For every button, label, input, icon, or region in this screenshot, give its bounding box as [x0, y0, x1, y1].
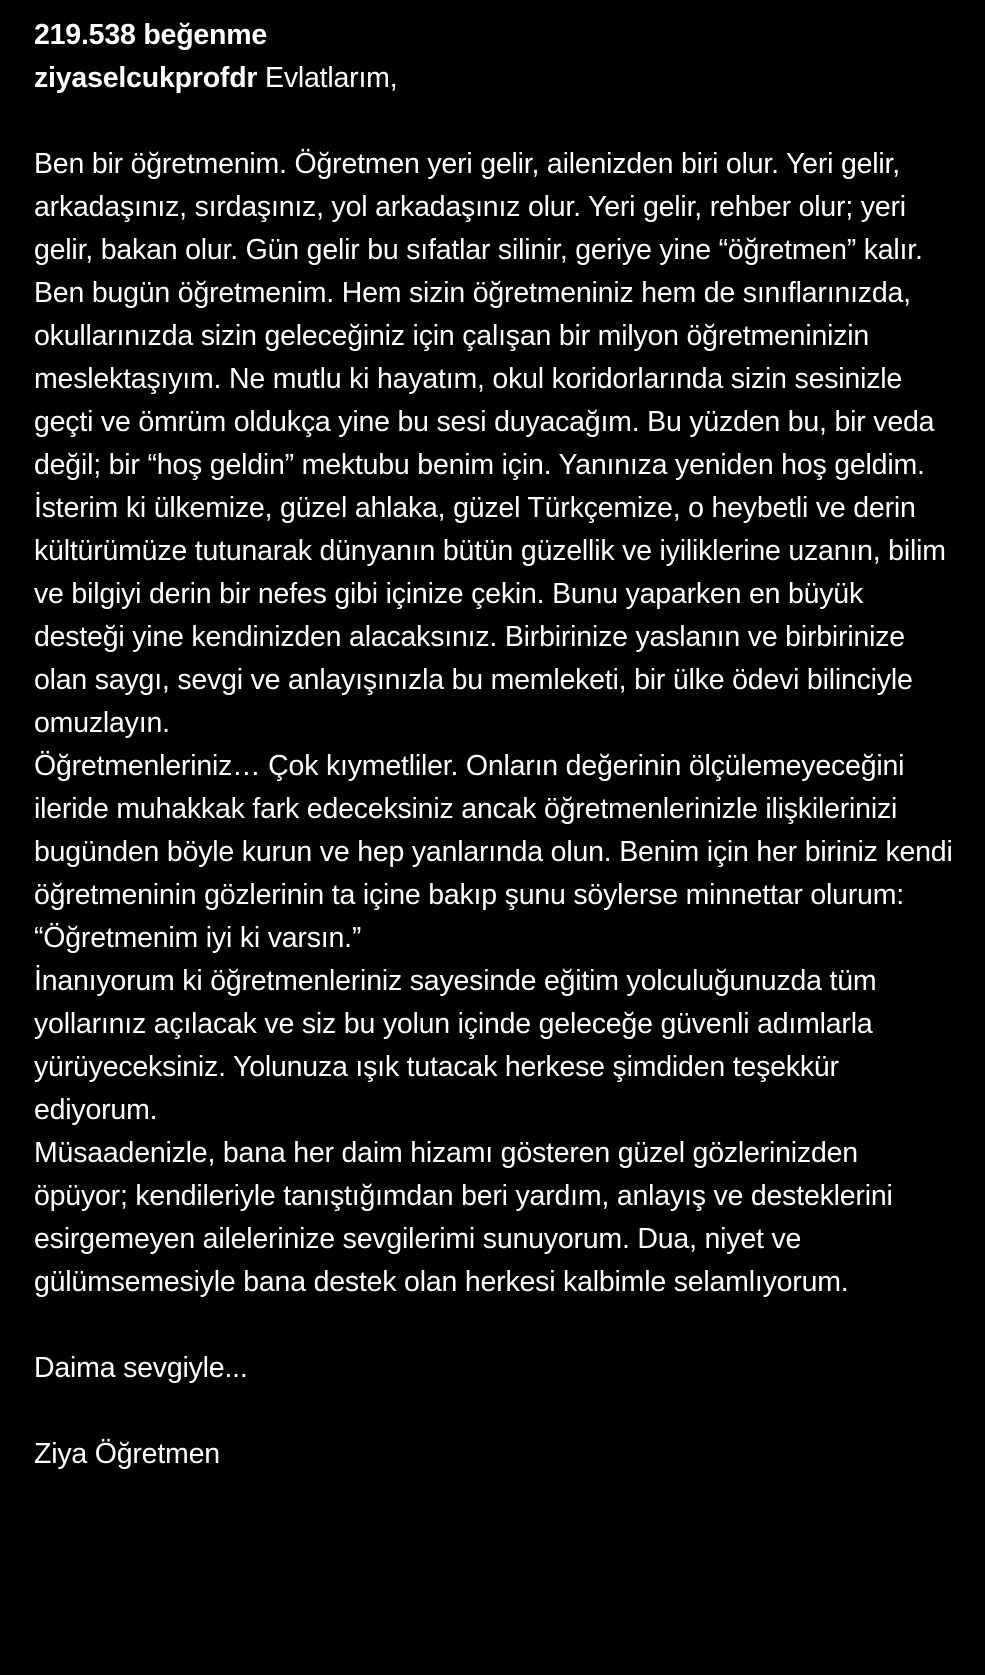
username-link[interactable]: ziyaselcukprofdr — [34, 62, 258, 94]
caption-signature: Ziya Öğretmen — [34, 1438, 220, 1470]
caption-paragraph: İsterim ki ülkemize, güzel ahlaka, güzel Türkçemize, o heybetli ve derin kültürümüze tutunarak dünyanın bütün güzellik ve iyiliklerine uzanın, bilim ve bilgiyi derin bir nefes gibi içinize çekin. Bunu yaparken en büyük desteği yine kendinizden alacaksınız. Birbirinize yaslanın ve birbirinize olan saygı, sevgi ve anlayışınızla bu memleketi, bir ülke ödevi bilinciyle omuzlayın. — [34, 492, 954, 739]
spacer — [34, 1390, 959, 1433]
spacer — [34, 1304, 959, 1347]
like-count[interactable]: 219.538 beğenme — [34, 19, 268, 51]
caption-paragraph: Ben bir öğretmenim. Öğretmen yeri gelir, ailenizden biri olur. Yeri gelir, arkadaşınız, sırdaşınız, yol arkadaşınız olur. Yeri gelir, rehber olur; yeri gelir, bakan olur. Gün gelir bu sıfatlar silinir, geriye yine “öğretmen” kalır. — [34, 148, 923, 266]
caption-paragraph: Ben bugün öğretmenim. Hem sizin öğretmeniniz hem de sınıflarınızda, okullarınızda sizin geleceğiniz için çalışan bir milyon öğretmeninizin meslektaşıyım. Ne mutlu ki hayatım, okul koridorlarında sizin sesinizle geçti ve ömrüm oldukça yine bu sesi duyacağım. Bu yüzden bu, bir veda değil; bir “hoş geldin” mektubu benim için. Yanınıza yeniden hoş geldim. — [34, 277, 942, 481]
caption-header — [34, 57, 959, 100]
caption-paragraph: İnanıyorum ki öğretmenleriniz sayesinde eğitim yolculuğunuzda tüm yollarınız açılacak ve siz bu yolun içinde geleceğe güvenli adımlarla yürüyeceksiniz. Yolunuza ışık tutacak herkese şimdiden teşekkür ediyorum. — [34, 965, 885, 1126]
spacer — [34, 100, 959, 143]
caption-closing: Daima sevgiyle... — [34, 1352, 248, 1384]
caption-greeting: Evlatlarım, — [257, 62, 398, 94]
caption-paragraph: Öğretmenleriniz… Çok kıymetliler. Onların değerinin ölçülemeyeceğini ileride muhakkak fark edeceksiniz ancak öğretmenlerinizle ilişkilerinizi bugünden böyle kurun ve hep yanlarında olun. Benim için her biriniz kendi öğretmeninin gözlerinin ta içine bakıp şunu söylerse minnettar olurum: “Öğretmenim iyi ki varsın.” — [34, 750, 961, 954]
caption-paragraph: Müsaadenizle, bana her daim hizamı gösteren güzel gözlerinizden öpüyor; kendileriyle tanıştığımdan beri yardım, anlayış ve desteklerini esirgemeyen ailelerinize sevgilerimi sunuyorum. Dua, niyet ve gülümsemesiyle bana destek olan herkesi kalbimle selamlıyorum. — [34, 1137, 901, 1298]
